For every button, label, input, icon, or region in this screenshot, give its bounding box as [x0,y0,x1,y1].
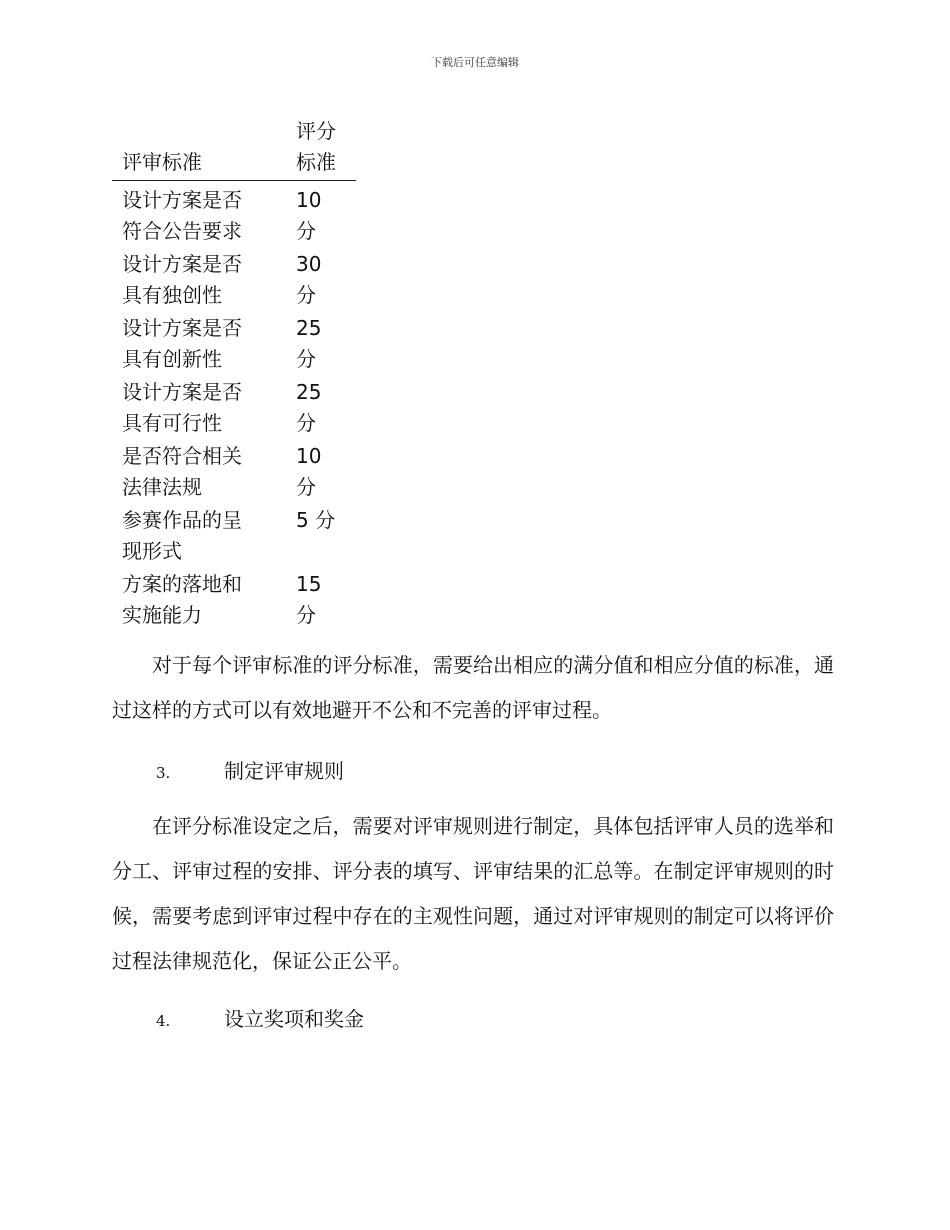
section-3-heading [112,756,344,788]
section-number: 3. [156,764,171,782]
table-row [112,375,356,439]
score-cell: 25分 [296,316,322,371]
page-header: 下载后可任意编辑 [431,56,519,69]
score-cell: 5 分 [296,508,336,532]
criterion-cell: 是否符合相关法律法规 [122,444,242,499]
table-row [112,439,356,503]
section-title: 设立奖项和奖金 [224,1007,364,1031]
score-cell: 25分 [296,380,322,435]
table-row [112,311,356,375]
criterion-cell: 设计方案是否符合公告要求 [122,188,242,243]
criterion-cell: 设计方案是否具有独创性 [122,252,242,307]
criterion-cell: 参赛作品的呈现形式 [122,508,242,563]
header-score: 评分标准 [296,119,336,174]
criterion-cell: 设计方案是否具有可行性 [122,380,242,435]
table-row [112,503,356,567]
section-number: 4. [156,1012,171,1030]
table-row [112,181,356,248]
criterion-cell: 方案的落地和实施能力 [122,572,242,627]
score-cell: 10分 [296,188,322,243]
table-row [112,567,356,631]
criterion-cell: 设计方案是否具有创新性 [122,316,242,371]
section-4-heading [112,1004,364,1036]
header-criterion: 评审标准 [122,150,202,174]
paragraph-rules: 在评分标准设定之后，需要对评审规则进行制定，具体包括评审人员的选举和分工、评审过程的安排、评分表的填写、评审结果的汇总等。在制定评审规则的时候，需要考虑到评审过程中存在的主观性问题，通过对评审规则的制定可以将评价过程法律规范化，保证公正公平。 [112,814,834,973]
table-row [112,247,356,311]
table-header-row [112,116,356,181]
score-cell: 30分 [296,252,322,307]
scoring-criteria-table [112,116,356,631]
paragraph-scoring: 对于每个评审标准的评分标准，需要给出相应的满分值和相应分值的标准，通过这样的方式可以有效地避开不公和不完善的评审过程。 [112,653,834,722]
section-title: 制定评审规则 [224,759,344,783]
score-cell: 15分 [296,572,322,627]
score-cell: 10分 [296,444,322,499]
